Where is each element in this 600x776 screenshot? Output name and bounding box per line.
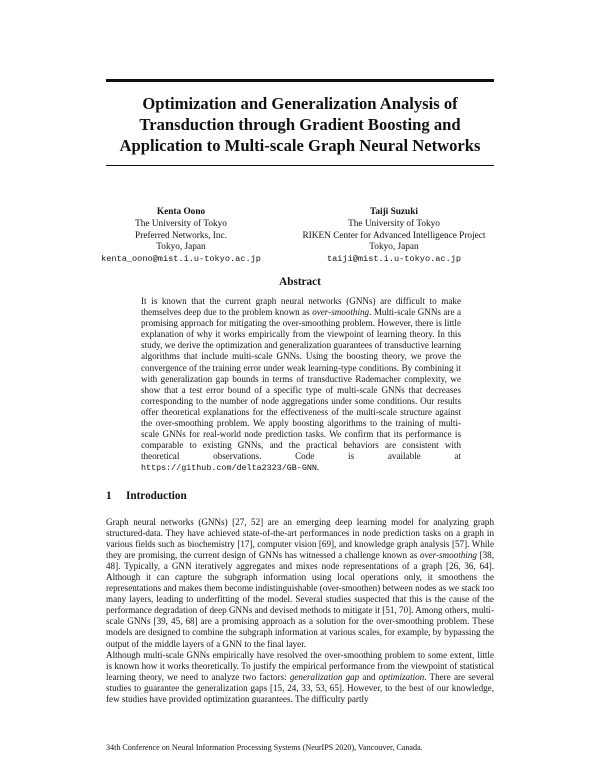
section-title: Introduction — [126, 490, 187, 502]
author-email: taiji@mist.i.u-tokyo.ac.jp — [326, 253, 462, 264]
section-number: 1 — [106, 490, 112, 502]
author-affiliation: The University of Tokyo — [348, 219, 440, 229]
title-line-2: Transduction through Gradient Boosting and — [139, 115, 461, 134]
conference-footer: 34th Conference on Neural Information Processing Systems (NeurIPS 2020), Vancouver, Canada. — [106, 743, 423, 752]
author-affiliation: RIKEN Center for Advanced Intelligence Project — [302, 230, 486, 241]
abstract-text-end: . — [316, 462, 320, 473]
body-paragraph-1 — [106, 517, 494, 650]
abstract-text-part: It is known that the current graph neural networks (GNNs) are difficult to make themselves deep due to the problem known as — [141, 296, 461, 318]
abstract-heading: Abstract — [279, 276, 321, 288]
author-block-2 — [278, 207, 510, 265]
paragraph-emphasis: over-smoothing — [420, 550, 477, 561]
paragraph-text: and — [359, 672, 379, 683]
paragraph-text: [38, 48]. Typically, a GNN iteratively aggregates and mixes node representations of a graph [26, 36, 64]. Although it can capture the subgraph information using local operations only, it smoothens the representations and makes them become indistinguishable (over-smoothen) between nodes as we stack too many layers, leading to underfitting of the model. Several studies suspected that this is the cause of the performance degradation of deep GNNs and devised methods to mitigate it [51, 70]. Among others, multi-scale GNNs [39, 45, 68] are a promising approach as a solution for the over-smoothing problem. These models are designed to combine the subgraph information at various scales, for example, by bypassing the output of the middle layers of a GNN to the final layer. — [106, 550, 494, 649]
author-affiliation: Tokyo, Japan — [156, 242, 206, 252]
abstract-emphasis: over-smoothing — [312, 307, 370, 318]
author-block-1 — [95, 207, 267, 265]
paragraph-text: . There are several studies to guarantee the generalization gaps [15, 24, 33, 53, 65]. However, to the best of our knowledge, few studies have provided optimization guarantees. The difficulty partly — [106, 672, 494, 705]
paragraph-emphasis: generalization gap — [289, 672, 360, 683]
paragraph-text: Although multi-scale GNNs empirically have resolved the over-smoothing problem to some extent, little is known how it works theoretically. To justify the empirical performance from the viewpoint of statistical learning theory, we need to analyze two factors: — [106, 650, 494, 683]
author-email: kenta_oono@mist.i.u-tokyo.ac.jp — [101, 253, 261, 264]
author-affiliation: Tokyo, Japan — [369, 242, 419, 252]
paragraph-emphasis: optimization — [378, 672, 425, 683]
title-top-rule — [106, 79, 494, 82]
author-affiliation: The University of Tokyo — [135, 219, 227, 229]
body-paragraph-2 — [106, 650, 494, 705]
author-name: Taiji Suzuki — [370, 207, 418, 217]
author-name: Kenta Oono — [156, 207, 206, 217]
code-url-link[interactable]: https://github.com/delta2323/GB-GNN — [141, 463, 317, 474]
title-bottom-rule — [106, 165, 494, 166]
paper-title — [100, 93, 500, 156]
title-line-3: Application to Multi-scale Graph Neural Networks — [119, 136, 481, 155]
title-line-1: Optimization and Generalization Analysis of — [142, 94, 458, 113]
abstract-text-part: . Multi-scale GNNs are a promising approach for mitigating the over-smoothing problem. However, there is little explanation of why it works empirically from the viewpoint of learning theory. In this study, we derive the optimization and generalization guarantees of transductive learning algorithms that include multi-scale GNNs. Using the boosting theory, we prove the convergence of the training error under weak learning-type conditions. By combining it with generalization gap bounds in terms of transductive Rademacher complexity, we show that a test error bound of a specific type of multi-scale GNNs that decreases corresponding to the number of node aggregations under some conditions. Our results offer theoretical explanations for the effectiveness of the multi-scale structure against the over-smoothing problem. We apply boosting algorithms to the training of multi-scale GNNs for real-world node prediction tasks. We confirm that its performance is comparable to existing GNNs, and the practical behaviors are consistent with theoretical observations. Code is available at — [141, 307, 461, 462]
author-affiliation: Preferred Networks, Inc. — [135, 230, 227, 241]
abstract-text — [141, 296, 461, 475]
section-heading — [106, 490, 187, 502]
paragraph-text: Graph neural networks (GNNs) [27, 52] are an emerging deep learning model for analyzing graph structured-data. They have achieved state-of-the-art performances in node prediction tasks on a graph in various fields such as biochemistry [17], computer vision [69], and knowledge graph analysis [57]. While they are promising, the current design of GNNs has witnessed a challenge known as — [106, 517, 494, 561]
